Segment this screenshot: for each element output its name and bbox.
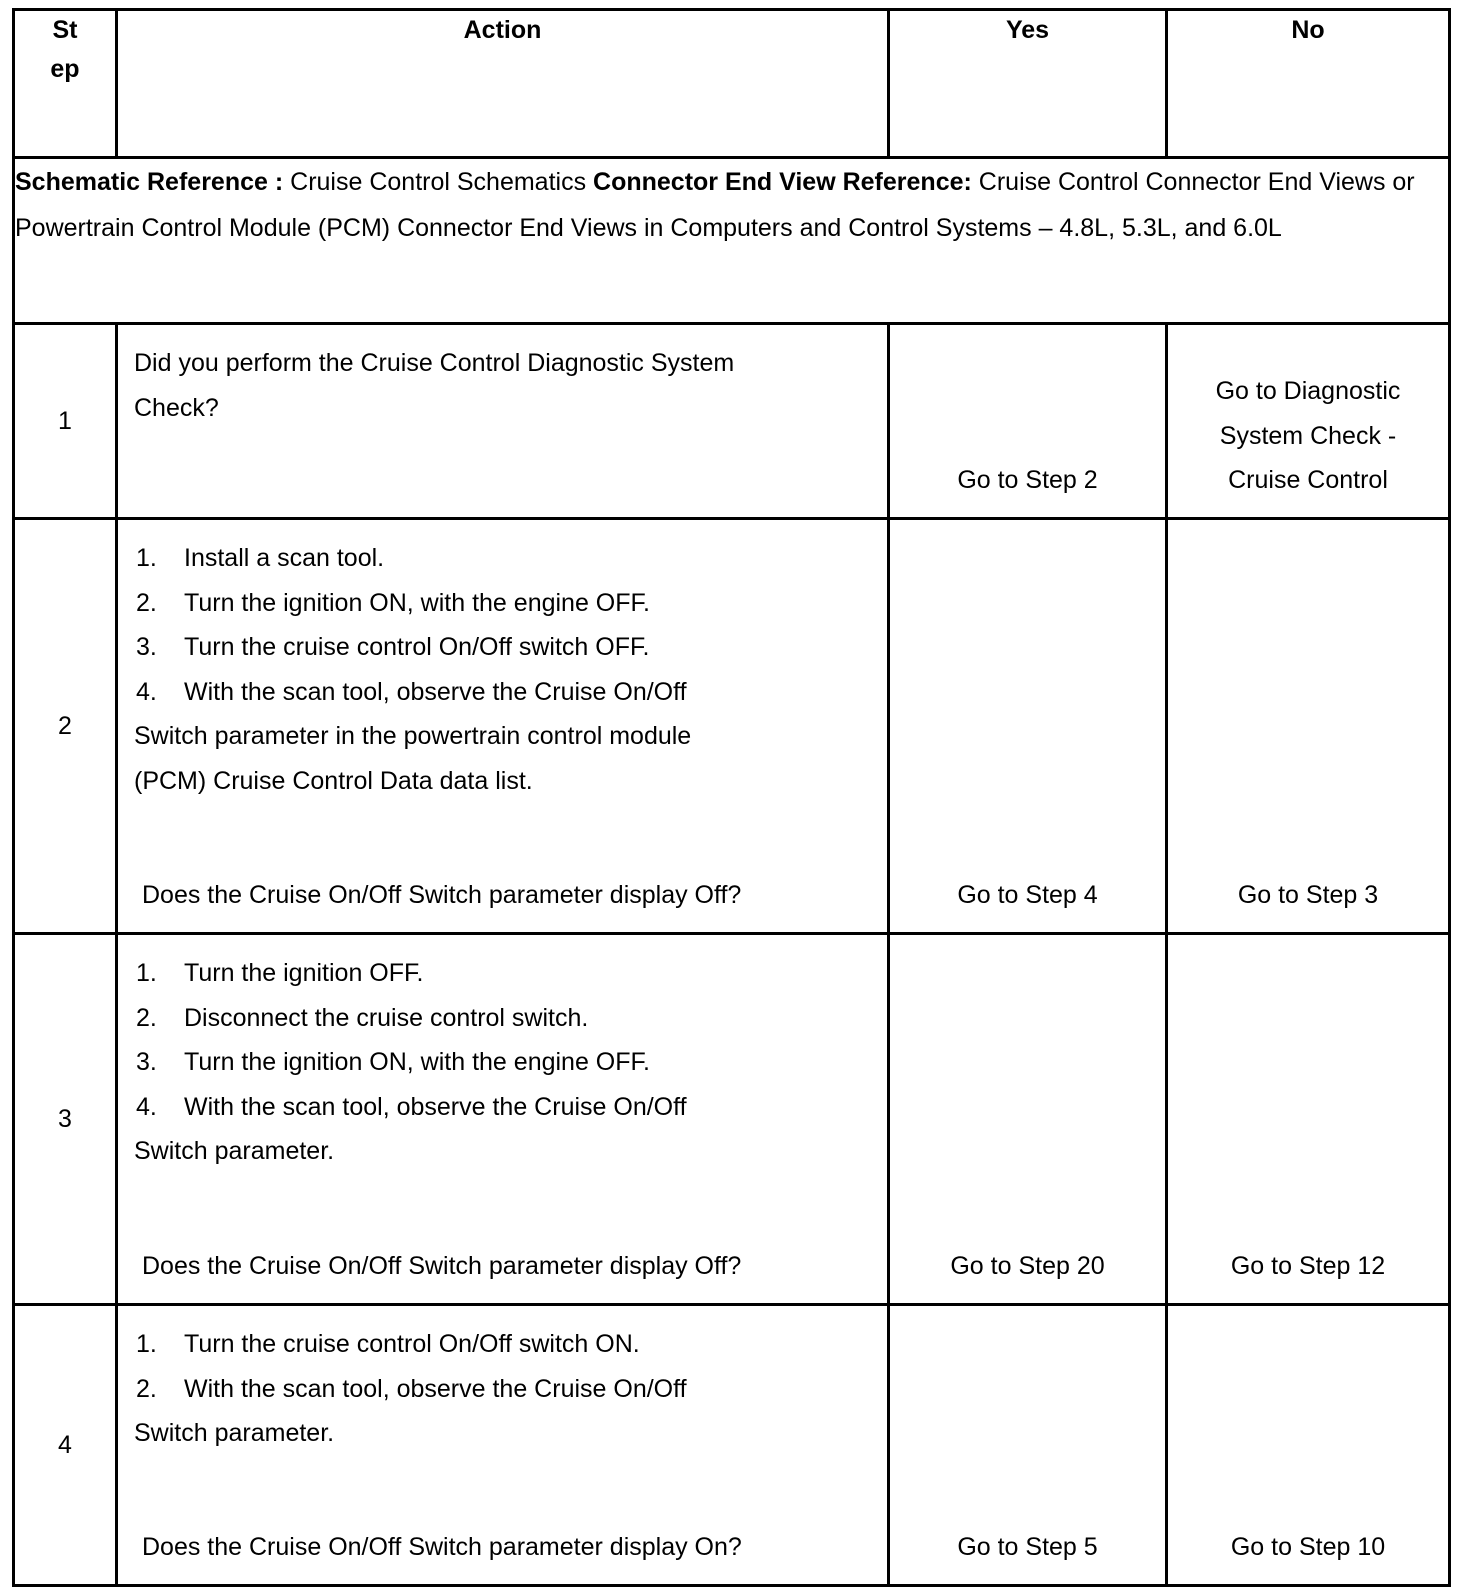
list-continuation: Switch parameter in the powertrain control module (PCM) Cruise Control Data data list. bbox=[134, 722, 692, 795]
no-cell: Go to Step 10 bbox=[1167, 1305, 1450, 1586]
action-cell bbox=[117, 1305, 889, 1586]
no-cell: Go to Step 12 bbox=[1167, 934, 1450, 1305]
step-number: 2 bbox=[14, 519, 117, 934]
list-item: 1. Turn the cruise control On/Off switch ON. bbox=[136, 1330, 640, 1358]
table-row bbox=[14, 934, 1450, 1305]
step-number: 4 bbox=[14, 1305, 117, 1586]
list-item: 4. With the scan tool, observe the Cruise On/Off bbox=[136, 1092, 687, 1121]
header-step bbox=[14, 10, 117, 158]
list-item: 2. With the scan tool, observe the Cruise On/Off bbox=[136, 1374, 687, 1403]
step-number: 1 bbox=[14, 324, 117, 519]
list-item: 1. Turn the ignition OFF. bbox=[136, 959, 424, 987]
header-no: No bbox=[1167, 10, 1450, 158]
yes-cell: Go to Step 5 bbox=[889, 1305, 1167, 1586]
question-text: Does the Cruise On/Off Switch parameter display On? bbox=[142, 1533, 742, 1562]
table-row bbox=[14, 1305, 1450, 1586]
header-step-line1: St bbox=[52, 16, 78, 44]
list-continuation: Switch parameter. bbox=[134, 1137, 335, 1166]
connector-reference-text: Cruise Control Connector End Views or Powertrain Control Module (PCM) Connector End Views in Computers and Control Systems – 4.8L, 5.3L, and 6.0L bbox=[15, 168, 1415, 242]
yes-cell: Go to Step 4 bbox=[889, 519, 1167, 934]
schematic-reference-label: Schematic Reference : bbox=[15, 168, 284, 196]
diagnostic-table bbox=[12, 8, 1451, 1587]
no-text: Go to Diagnostic System Check - Cruise Control bbox=[1215, 377, 1401, 495]
header-action: Action bbox=[117, 10, 889, 158]
list-continuation: Switch parameter. bbox=[134, 1419, 335, 1448]
question-text: Does the Cruise On/Off Switch parameter display Off? bbox=[142, 881, 742, 910]
yes-cell: Go to Step 2 bbox=[889, 324, 1167, 519]
connector-reference-label: Connector End View Reference: bbox=[593, 168, 972, 196]
action-cell bbox=[117, 324, 889, 519]
action-cell bbox=[117, 519, 889, 934]
list-item: 2. Turn the ignition ON, with the engine OFF. bbox=[136, 588, 650, 617]
question-text: Does the Cruise On/Off Switch parameter display Off? bbox=[142, 1252, 742, 1281]
no-cell: Go to Step 3 bbox=[1167, 519, 1450, 934]
list-item: 3. Turn the cruise control On/Off switch OFF. bbox=[136, 633, 650, 662]
reference-cell bbox=[14, 158, 1450, 324]
list-item: 4. With the scan tool, observe the Cruise On/Off bbox=[136, 677, 687, 706]
no-cell bbox=[1167, 324, 1450, 519]
header-row bbox=[14, 10, 1450, 158]
list-item: 3. Turn the ignition ON, with the engine OFF. bbox=[136, 1048, 650, 1077]
yes-cell: Go to Step 20 bbox=[889, 934, 1167, 1305]
step-number: 3 bbox=[14, 934, 117, 1305]
action-text: Did you perform the Cruise Control Diagnostic System Check? bbox=[134, 349, 735, 422]
table-row bbox=[14, 324, 1450, 519]
list-item: 2. Disconnect the cruise control switch. bbox=[136, 1003, 589, 1032]
schematic-reference-text: Cruise Control Schematics bbox=[290, 168, 587, 196]
header-yes: Yes bbox=[889, 10, 1167, 158]
action-cell bbox=[117, 934, 889, 1305]
list-item: 1. Install a scan tool. bbox=[136, 544, 385, 572]
reference-row bbox=[14, 158, 1450, 324]
header-step-line2: ep bbox=[50, 55, 80, 83]
table-row bbox=[14, 519, 1450, 934]
